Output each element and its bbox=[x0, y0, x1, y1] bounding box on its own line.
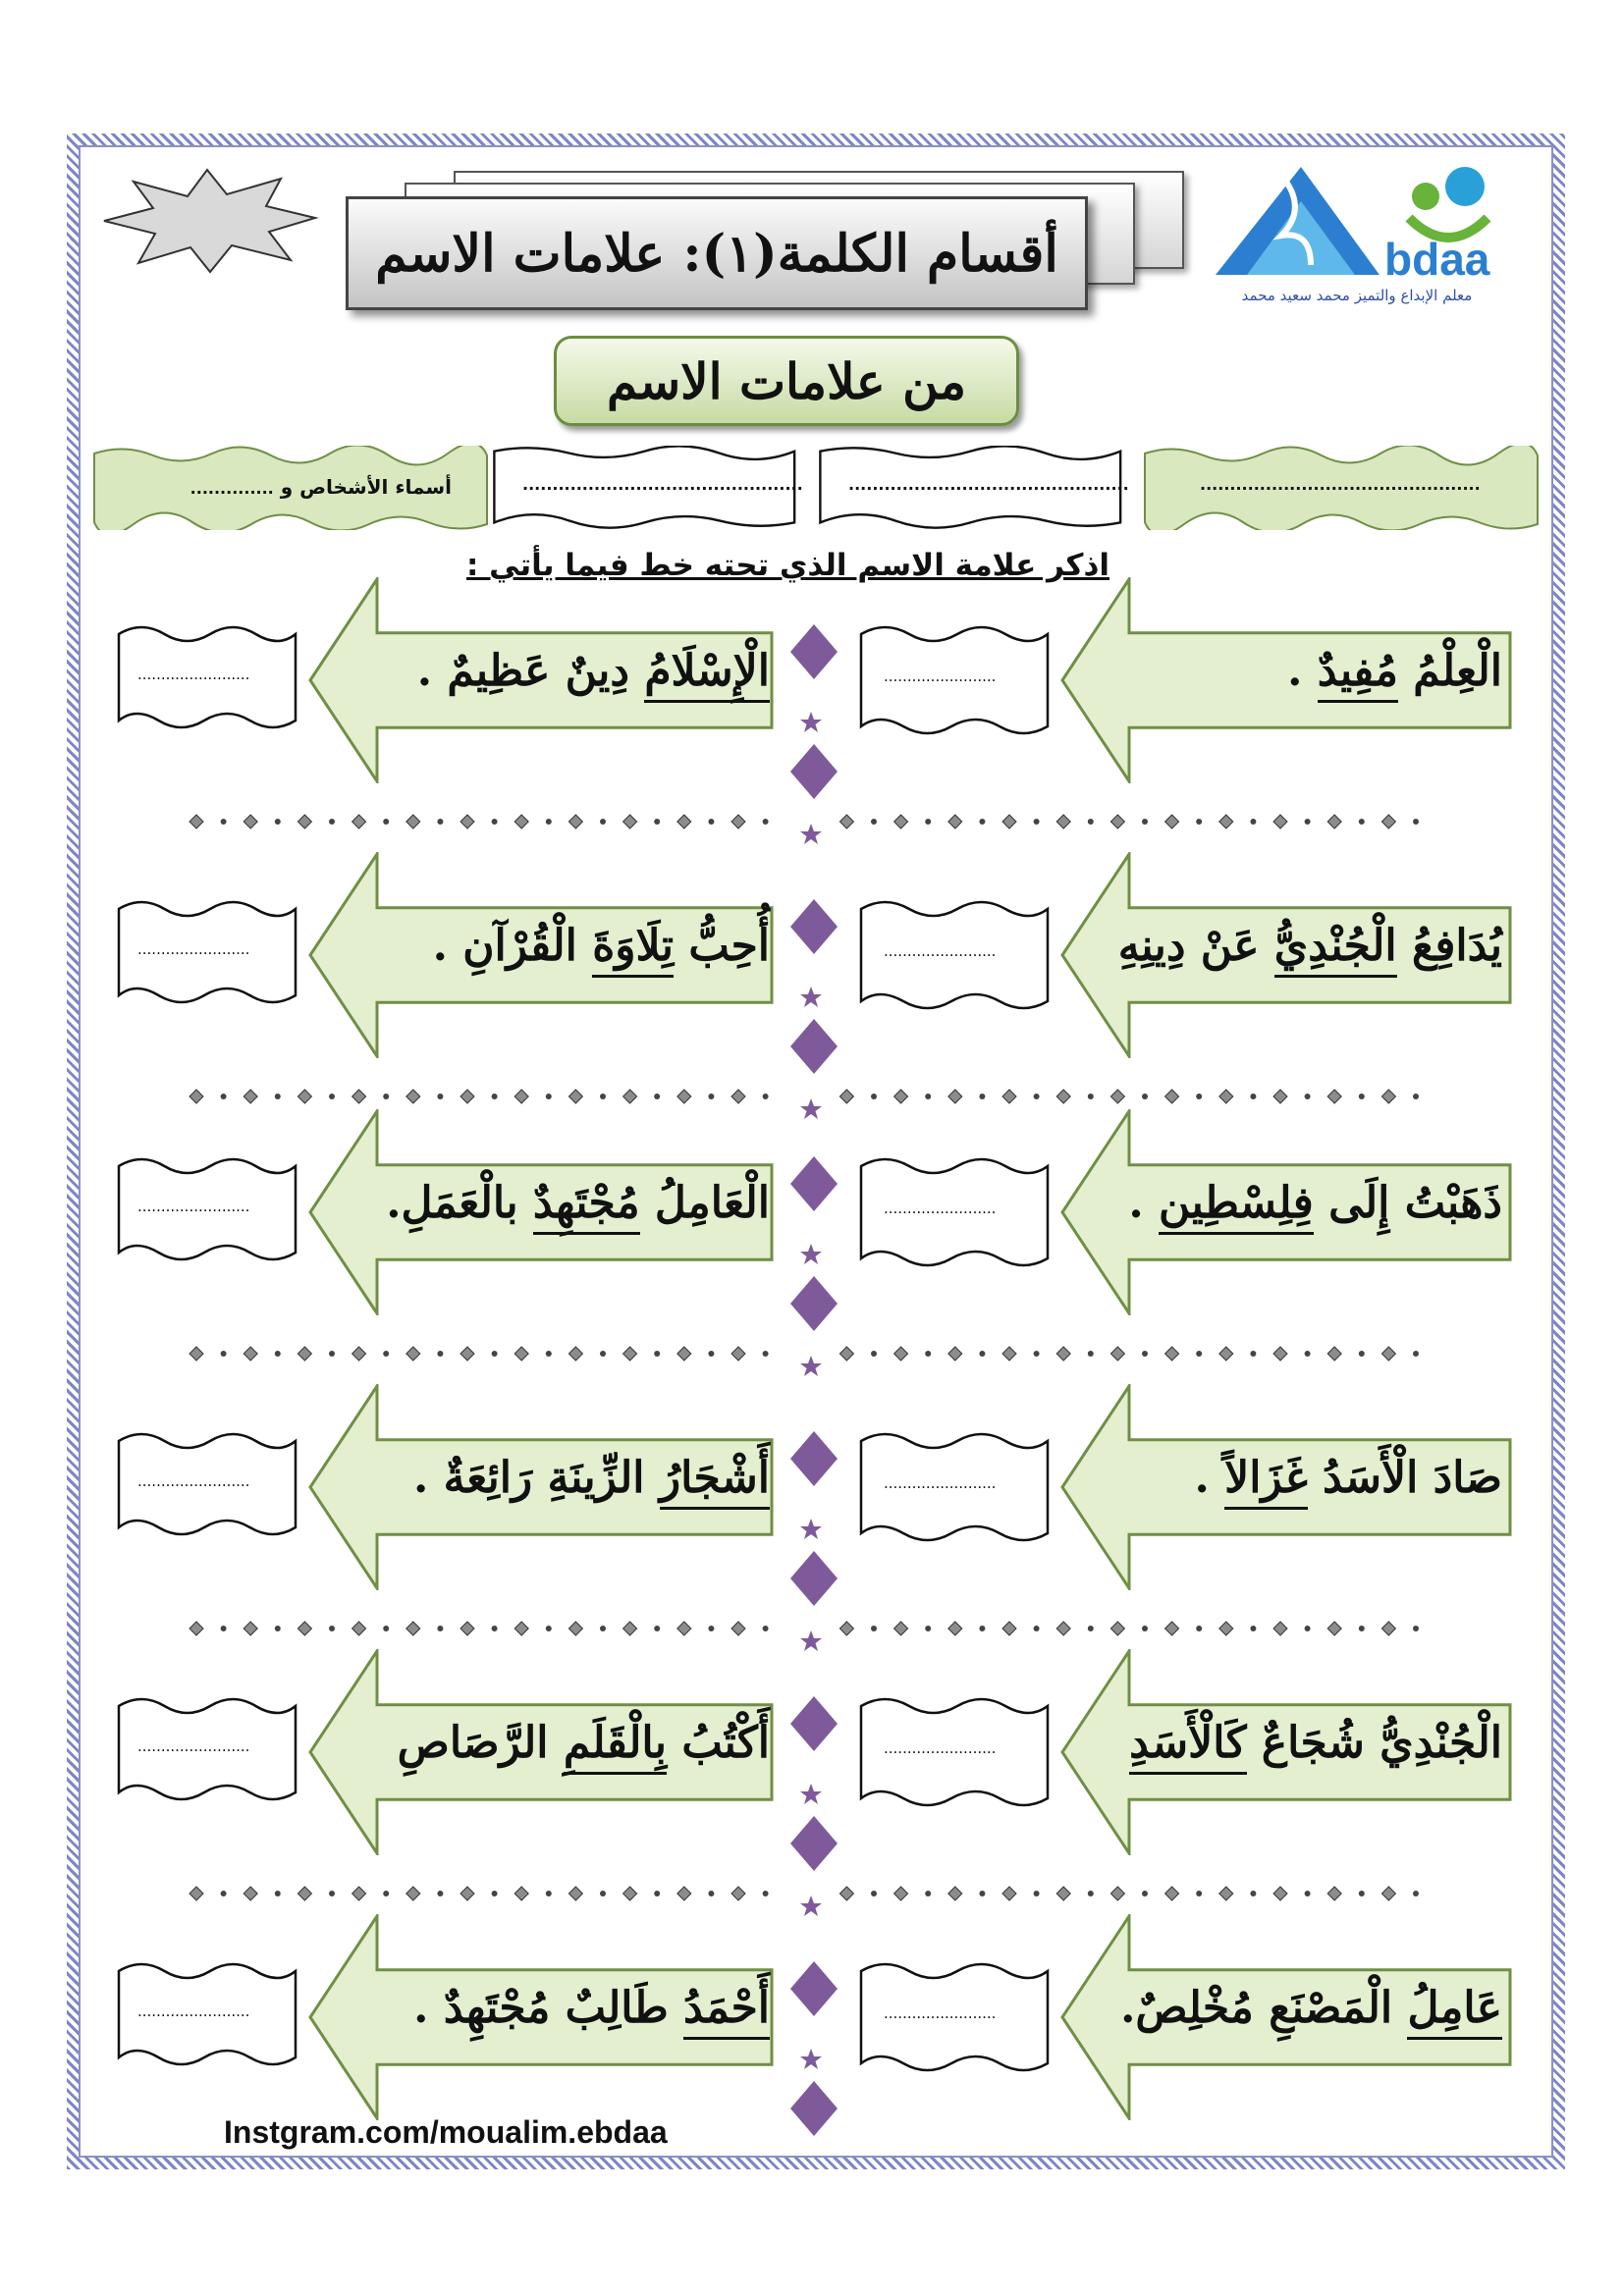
sentence-left: أَحْمَدُ طَالِبٌ مُجْتَهِدٌ . bbox=[377, 1983, 770, 2033]
answer-blank[interactable]: ........................ bbox=[884, 1474, 997, 1492]
sentence-right: عَامِلُ الْمَصْنَعِ مُخْلِصٌ. bbox=[1129, 1983, 1502, 2033]
star-icon bbox=[799, 711, 823, 734]
underlined-word: فِلِسْطِين bbox=[1159, 1178, 1314, 1235]
logo-tagline: معلم الإبداع والتميز محمد سعيد محمد bbox=[1241, 287, 1473, 304]
ibdaa-logo bbox=[1208, 157, 1512, 304]
name-marks-strip bbox=[90, 446, 1542, 544]
answer-blank[interactable]: ........................ bbox=[137, 666, 250, 683]
sentence-left: أَشْجَارُ الزِّينَةِ رَائِعَةٌ . bbox=[377, 1453, 770, 1503]
diamond-icon bbox=[788, 1017, 839, 1076]
blank-field-3[interactable]: ............................................... bbox=[1200, 475, 1481, 494]
underlined-word: بِالْقَلَمِ bbox=[564, 1718, 667, 1775]
diamond-icon bbox=[788, 1154, 839, 1213]
svg-text:bdaa: bdaa bbox=[1384, 234, 1490, 285]
answer-blank[interactable]: ........................ bbox=[137, 1737, 250, 1755]
answer-blank[interactable]: ........................ bbox=[884, 942, 997, 960]
underlined-word: الْإِسْلَامُ bbox=[644, 646, 770, 703]
answer-blank[interactable]: ........................ bbox=[884, 2004, 997, 2022]
diamond-icon bbox=[788, 897, 839, 956]
page-title: أقسام الكلمة(١): علامات الاسم bbox=[346, 196, 1088, 310]
star-icon bbox=[799, 1097, 823, 1121]
answer-blank[interactable]: ........................ bbox=[137, 940, 250, 958]
underlined-word: مُجْتَهِدٌ bbox=[533, 1178, 640, 1235]
diamond-icon bbox=[788, 622, 839, 681]
underlined-word: الْجُنْدِيُّ bbox=[1274, 921, 1397, 978]
sentence-left: أَكْتُبُ بِالْقَلَمِ الرَّصَاصِ bbox=[377, 1718, 770, 1768]
star-icon bbox=[799, 986, 823, 1009]
star-icon bbox=[799, 2048, 823, 2071]
instruction-text: اذكر علامة الاسم الذي تحته خط فيما يأتي : bbox=[465, 548, 1109, 583]
diamond-icon bbox=[788, 1814, 839, 1873]
underlined-word: أَحْمَدُ bbox=[683, 1983, 770, 2040]
blank-field-1[interactable]: ............................................... bbox=[522, 475, 803, 494]
star-icon bbox=[799, 1895, 823, 1918]
underlined-word: أَشْجَارُ bbox=[660, 1453, 770, 1510]
answer-blank[interactable]: ........................ bbox=[137, 1472, 250, 1490]
star-icon bbox=[799, 823, 823, 846]
diamond-icon bbox=[788, 1959, 839, 2018]
diamond-icon bbox=[788, 2079, 839, 2138]
answer-blank[interactable]: ........................ bbox=[137, 2002, 250, 2020]
underlined-word: كَالْأَسَدِ bbox=[1129, 1718, 1246, 1775]
answer-blank[interactable]: ........................ bbox=[884, 1200, 997, 1217]
answer-blank[interactable]: ........................ bbox=[884, 667, 997, 685]
diamond-icon bbox=[788, 1429, 839, 1488]
title-banner bbox=[346, 171, 1180, 308]
starburst-icon bbox=[94, 167, 320, 275]
star-icon bbox=[799, 1518, 823, 1541]
answer-blank[interactable]: ........................ bbox=[137, 1198, 250, 1215]
names-label: أسماء الأشخاص و .............. bbox=[189, 475, 452, 499]
underlined-word: عَامِلُ bbox=[1407, 1983, 1502, 2040]
sentence-right: الْجُنْدِيُّ شُجَاعٌ كَالْأَسَدِ bbox=[1129, 1718, 1502, 1768]
underlined-word: مُفِيدٌ bbox=[1318, 646, 1398, 703]
footer-link[interactable]: Instgram.com/moualim.ebdaa bbox=[224, 2114, 668, 2150]
underlined-word: تِلَاوَةَ bbox=[592, 921, 674, 978]
sentence-left: الْعَامِلُ مُجْتَهِدٌ بالْعَمَلِ. bbox=[377, 1178, 770, 1228]
diamond-icon bbox=[788, 742, 839, 801]
underlined-word: غَزَالاً bbox=[1224, 1453, 1308, 1510]
sentence-right: ذَهَبْتُ إِلَى فِلِسْطِين . bbox=[1129, 1178, 1502, 1228]
sentence-right: الْعِلْمُ مُفِيدٌ . bbox=[1129, 646, 1502, 696]
star-icon bbox=[799, 1243, 823, 1266]
star-icon bbox=[799, 1629, 823, 1653]
section-subtitle: من علامات الاسم bbox=[554, 336, 1019, 426]
sentence-right: صَادَ الْأَسَدُ غَزَالاً . bbox=[1129, 1453, 1502, 1503]
answer-blank[interactable]: ........................ bbox=[884, 1739, 997, 1757]
star-icon bbox=[799, 1355, 823, 1378]
sentence-left: أُحِبُّ تِلَاوَةَ الْقُرْآنِ . bbox=[377, 921, 770, 971]
blank-field-2[interactable]: ............................................... bbox=[848, 475, 1129, 494]
sentence-right: يُدَافِعُ الْجُنْدِيُّ عَنْ دِينِهِ bbox=[1129, 921, 1502, 971]
star-icon bbox=[799, 1783, 823, 1806]
diamond-icon bbox=[788, 1274, 839, 1333]
diamond-icon bbox=[788, 1549, 839, 1608]
diamond-icon bbox=[788, 1694, 839, 1753]
sentence-left: الْإِسْلَامُ دِينٌ عَظِيمٌ . bbox=[377, 646, 770, 696]
